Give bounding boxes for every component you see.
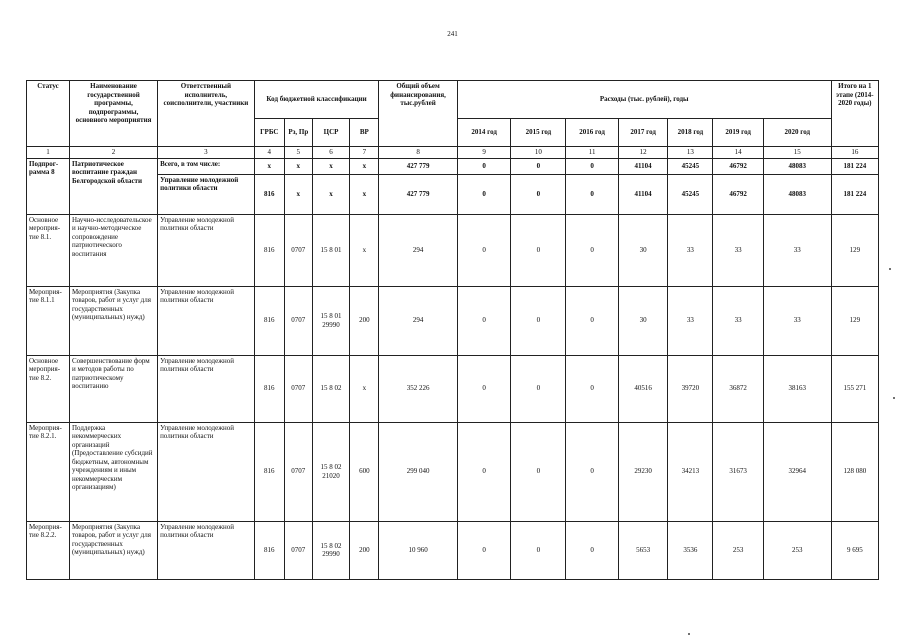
year-2016-cell: 0: [566, 158, 619, 174]
header-year: 2018 год: [668, 119, 713, 147]
year-2018-cell: 45245: [668, 158, 713, 174]
total-cell: 10 960: [379, 521, 457, 579]
header-year: 2014 год: [457, 119, 511, 147]
header-row-1: [27, 81, 879, 119]
responsible-cell: Управление молодежной политики области: [158, 174, 255, 214]
table-row-activity: [27, 214, 879, 286]
rzpr-cell: 0707: [284, 286, 312, 355]
header-year: 2016 год: [566, 119, 619, 147]
year-2017-cell: 40516: [618, 355, 667, 422]
total-cell: 352 226: [379, 355, 457, 422]
name-cell: Мероприятия (Закупка товаров, работ и услуг для государственных (муниципальных) нужд): [69, 286, 157, 355]
rzpr-cell: 0707: [284, 355, 312, 422]
stage-total-cell: 9 695: [831, 521, 878, 579]
rzpr-cell: x: [284, 174, 312, 214]
header-year: 2019 год: [713, 119, 763, 147]
header-year: 2015 год: [511, 119, 566, 147]
year-2016-cell: 0: [566, 521, 619, 579]
column-number-row: [27, 147, 879, 159]
column-number: 5: [284, 147, 312, 159]
year-2014-cell: 0: [457, 422, 511, 521]
grbs-cell: 816: [254, 214, 284, 286]
responsible-cell: Всего, в том числе:: [158, 158, 255, 174]
year-2020-cell: 253: [763, 521, 831, 579]
total-cell: 294: [379, 214, 457, 286]
csr-cell: x: [312, 174, 350, 214]
stage-total-cell: 181 224: [831, 174, 878, 214]
csr-cell: x: [312, 158, 350, 174]
budget-table: [26, 80, 879, 580]
page-number: 241: [447, 30, 458, 38]
grbs-cell: 816: [254, 174, 284, 214]
header-csr: ЦСР: [312, 119, 350, 147]
table-row-activity: [27, 521, 879, 579]
year-2019-cell: 46792: [713, 158, 763, 174]
column-number: 11: [566, 147, 619, 159]
csr-cell: 15 8 02: [312, 355, 350, 422]
year-2015-cell: 0: [511, 174, 566, 214]
vr-cell: x: [350, 214, 379, 286]
year-2014-cell: 0: [457, 355, 511, 422]
status-cell: Мероприя-тие 8.2.1.: [27, 422, 70, 521]
year-2018-cell: 33: [668, 286, 713, 355]
vr-cell: x: [350, 355, 379, 422]
year-2020-cell: 48083: [763, 158, 831, 174]
table-row-subprogram-total: [27, 158, 879, 174]
year-2019-cell: 33: [713, 214, 763, 286]
rzpr-cell: 0707: [284, 521, 312, 579]
year-2020-cell: 38163: [763, 355, 831, 422]
year-2017-cell: 29230: [618, 422, 667, 521]
stage-total-cell: 129: [831, 214, 878, 286]
year-2017-cell: 41104: [618, 158, 667, 174]
column-number: 1: [27, 147, 70, 159]
name-cell: Патриотическое воспитание граждан Белгородской области: [69, 158, 157, 214]
csr-cell: 15 8 01 29990: [312, 286, 350, 355]
column-number: 10: [511, 147, 566, 159]
column-number: 4: [254, 147, 284, 159]
status-cell: Мероприя-тие 8.1.1: [27, 286, 70, 355]
responsible-cell: Управление молодежной политики области: [158, 521, 255, 579]
header-rzpr: Рз, Пр: [284, 119, 312, 147]
stage-total-cell: 129: [831, 286, 878, 355]
scan-speck: [889, 268, 891, 270]
grbs-cell: 816: [254, 422, 284, 521]
year-2018-cell: 45245: [668, 174, 713, 214]
csr-cell: 15 8 01: [312, 214, 350, 286]
name-cell: Научно-исследовательское и научно-методическое сопровождение патриотического воспитания: [69, 214, 157, 286]
year-2019-cell: 33: [713, 286, 763, 355]
header-expenses: Расходы (тыс. рублей), годы: [457, 81, 831, 119]
scan-speck: [688, 633, 690, 635]
rzpr-cell: 0707: [284, 214, 312, 286]
year-2017-cell: 5653: [618, 521, 667, 579]
column-number: 9: [457, 147, 511, 159]
year-2015-cell: 0: [511, 158, 566, 174]
status-cell: Основное мероприя-тие 8.2.: [27, 355, 70, 422]
year-2019-cell: 31673: [713, 422, 763, 521]
vr-cell: 200: [350, 521, 379, 579]
header-total-stage: Итого на 1 этапе (2014-2020 годы): [831, 81, 878, 147]
grbs-cell: 816: [254, 286, 284, 355]
header-vr: ВР: [350, 119, 379, 147]
year-2016-cell: 0: [566, 355, 619, 422]
column-number: 12: [618, 147, 667, 159]
vr-cell: x: [350, 158, 379, 174]
table-row-activity: [27, 355, 879, 422]
vr-cell: 600: [350, 422, 379, 521]
column-number: 2: [69, 147, 157, 159]
year-2014-cell: 0: [457, 521, 511, 579]
year-2020-cell: 33: [763, 214, 831, 286]
header-grbs: ГРБС: [254, 119, 284, 147]
year-2016-cell: 0: [566, 214, 619, 286]
header-year: 2020 год: [763, 119, 831, 147]
total-cell: 427 779: [379, 174, 457, 214]
rzpr-cell: 0707: [284, 422, 312, 521]
vr-cell: x: [350, 174, 379, 214]
year-2020-cell: 33: [763, 286, 831, 355]
header-name: Наименование государственной программы, подпрограммы, основного мероприятия: [69, 81, 157, 147]
header-status: Статус: [27, 81, 70, 147]
table-row-activity: [27, 286, 879, 355]
total-cell: 294: [379, 286, 457, 355]
year-2018-cell: 34213: [668, 422, 713, 521]
year-2019-cell: 36872: [713, 355, 763, 422]
grbs-cell: 816: [254, 521, 284, 579]
year-2014-cell: 0: [457, 214, 511, 286]
status-cell: Основное мероприя-тие 8.1.: [27, 214, 70, 286]
year-2018-cell: 33: [668, 214, 713, 286]
year-2017-cell: 30: [618, 286, 667, 355]
column-number: 8: [379, 147, 457, 159]
year-2019-cell: 46792: [713, 174, 763, 214]
header-year: 2017 год: [618, 119, 667, 147]
year-2014-cell: 0: [457, 286, 511, 355]
stage-total-cell: 128 080: [831, 422, 878, 521]
year-2015-cell: 0: [511, 355, 566, 422]
year-2016-cell: 0: [566, 422, 619, 521]
year-2014-cell: 0: [457, 174, 511, 214]
total-cell: 427 779: [379, 158, 457, 174]
name-cell: Мероприятия (Закупка товаров, работ и услуг для государственных (муниципальных) нужд): [69, 521, 157, 579]
year-2018-cell: 3536: [668, 521, 713, 579]
grbs-cell: 816: [254, 355, 284, 422]
status-cell: Подпрог-рамма 8: [27, 158, 70, 214]
year-2020-cell: 48083: [763, 174, 831, 214]
column-number: 15: [763, 147, 831, 159]
stage-total-cell: 155 271: [831, 355, 878, 422]
year-2017-cell: 41104: [618, 174, 667, 214]
year-2019-cell: 253: [713, 521, 763, 579]
header-total-volume: Общий объем финансирования, тыс.рублей: [379, 81, 457, 147]
vr-cell: 200: [350, 286, 379, 355]
year-2015-cell: 0: [511, 286, 566, 355]
status-cell: Мероприя-тие 8.2.2.: [27, 521, 70, 579]
responsible-cell: Управление молодежной политики области: [158, 355, 255, 422]
grbs-cell: x: [254, 158, 284, 174]
year-2018-cell: 39720: [668, 355, 713, 422]
column-number: 6: [312, 147, 350, 159]
year-2015-cell: 0: [511, 521, 566, 579]
year-2015-cell: 0: [511, 214, 566, 286]
rzpr-cell: x: [284, 158, 312, 174]
stage-total-cell: 181 224: [831, 158, 878, 174]
header-responsible: Ответственный исполнитель, соисполнители, участники: [158, 81, 255, 147]
responsible-cell: Управление молодежной политики области: [158, 214, 255, 286]
column-number: 7: [350, 147, 379, 159]
column-number: 16: [831, 147, 878, 159]
name-cell: Совершенствование форм и методов работы по патриотическому воспитанию: [69, 355, 157, 422]
year-2016-cell: 0: [566, 174, 619, 214]
header-budget-code: Код бюджетной классификации: [254, 81, 379, 119]
name-cell: Поддержка некоммерческих организаций (Предоставление субсидий бюджетным, автономным учреждениям и иным некоммерческим организациям): [69, 422, 157, 521]
year-2017-cell: 30: [618, 214, 667, 286]
table-row-activity: [27, 422, 879, 521]
column-number: 3: [158, 147, 255, 159]
column-number: 14: [713, 147, 763, 159]
year-2015-cell: 0: [511, 422, 566, 521]
csr-cell: 15 8 02 29990: [312, 521, 350, 579]
year-2016-cell: 0: [566, 286, 619, 355]
responsible-cell: Управление молодежной политики области: [158, 422, 255, 521]
responsible-cell: Управление молодежной политики области: [158, 286, 255, 355]
scan-speck: [893, 397, 895, 399]
csr-cell: 15 8 02 21020: [312, 422, 350, 521]
column-number: 13: [668, 147, 713, 159]
total-cell: 299 040: [379, 422, 457, 521]
year-2014-cell: 0: [457, 158, 511, 174]
year-2020-cell: 32964: [763, 422, 831, 521]
